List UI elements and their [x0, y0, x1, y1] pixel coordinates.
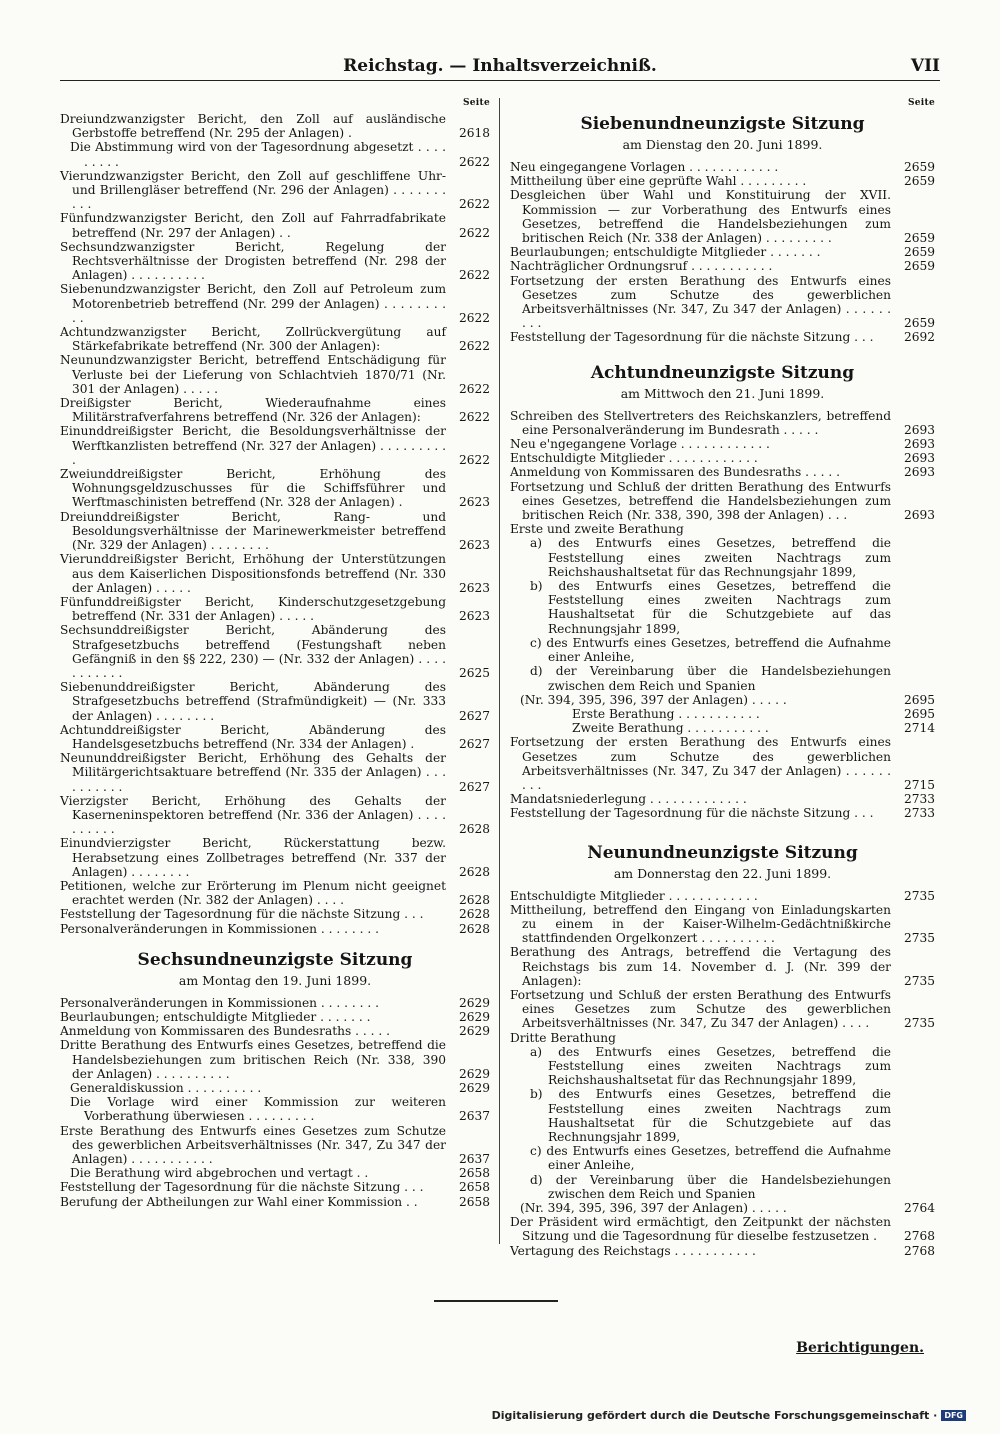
toc-entry	[510, 536, 935, 579]
toc-entry-text: Die Abstimmung wird von der Tagesordnung abgesetzt . . . . . . . . .	[70, 140, 446, 169]
toc-entry-text: Siebenunddreißigster Bericht, Abänderung des Strafgesetzbuchs betreffend (Strafmündigkeit) — (Nr. 333 der Anlagen) . . . . . . . .	[60, 680, 446, 723]
toc-entry	[60, 467, 490, 510]
session-96-date: am Montag den 19. Juni 1899.	[178, 972, 372, 988]
toc-entry-page: 2637	[458, 1152, 490, 1167]
toc-entry-text: Achtundzwanzigster Bericht, Zollrückvergütung auf Stärkefabrikate betreffend (Nr. 300 der Anlagen):	[60, 325, 446, 354]
toc-entry	[60, 169, 490, 212]
session-98-entries	[510, 409, 935, 821]
toc-entry-text: Desgleichen über Wahl und Konstituirung der XVII. Kommission — zur Vorberathung des Entwurfs eines Gesetzes, betreffend die Handelsbeziehungen zum britischen Reich (Nr. 338 der Anlagen) . . . . . . . . .	[510, 188, 891, 246]
toc-entry	[60, 922, 490, 936]
toc-entry	[60, 1195, 490, 1209]
toc-entry	[60, 1010, 490, 1024]
toc-entry-page: 2768	[903, 1229, 935, 1244]
toc-entry-text: Fortsetzung der ersten Berathung des Entwurfs eines Gesetzes zum Schutze des gewerblichen Arbeitsverhältnisses (Nr. 347, Zu 347 der Anlagen) . . . . . . . . .	[510, 735, 891, 792]
toc-entry-text: Fortsetzung der ersten Berathung des Entwurfs eines Gesetzes zum Schutze des gewerblichen Arbeitsverhältnisses (Nr. 347, Zu 347 der Anlagen) . . . . . . . . .	[510, 273, 891, 331]
toc-entry-text: Siebenundzwanzigster Bericht, den Zoll auf Petroleum zum Motorenbetrieb betreffend (Nr. 299 der Anlagen) . . . . . . . . . .	[60, 282, 446, 325]
toc-entry-page: 2622	[458, 381, 490, 396]
toc-entry	[510, 437, 935, 451]
page-title: Reichstag. — Inhaltsverzeichniß.	[343, 56, 657, 76]
toc-entry	[60, 1081, 490, 1095]
toc-entry-text: Erste und zweite Berathung	[510, 522, 684, 537]
toc-entry-text: Dreiunddreißigster Bericht, Rang- und Besoldungsverhältnisse der Marinewerkmeister betreffend (Nr. 329 der Anlagen) . . . . . . . .	[60, 509, 446, 553]
toc-entry	[510, 1045, 935, 1088]
toc-entry	[510, 579, 935, 636]
toc-entry-page: 2629	[458, 1024, 490, 1039]
toc-entry	[60, 240, 490, 283]
toc-entry-text: a) des Entwurfs eines Gesetzes, betreffend die Feststellung eines zweiten Nachtrags zum Reichshaushaltsetat für das Rechnungsjahr 1899,	[530, 536, 891, 579]
toc-entry-text: b) des Entwurfs eines Gesetzes, betreffend die Feststellung eines zweiten Nachtrags zum Haushaltsetat für die Schutzgebiete auf das Rechnungsjahr 1899,	[530, 1087, 891, 1144]
session-98-date: am Mittwoch den 21. Juni 1899.	[620, 385, 825, 401]
toc-entry-page: 2627	[458, 779, 490, 794]
toc-entry	[60, 879, 490, 907]
toc-entry-page: 2618	[458, 126, 490, 141]
toc-entry	[60, 623, 490, 680]
footer-text: Digitalisierung gefördert durch die Deutsche Forschungsgemeinschaft ·	[491, 1409, 938, 1422]
toc-entry-text: Beurlaubungen; entschuldigte Mitglieder . . . . . . .	[60, 1009, 371, 1024]
toc-entry-page: 2768	[903, 1243, 935, 1258]
toc-entry-page: 2693	[903, 451, 935, 466]
session-99-date: am Donnerstag den 22. Juni 1899.	[613, 865, 832, 881]
toc-entry-page: 2623	[458, 538, 490, 553]
toc-entry-page: 2693	[903, 437, 935, 452]
toc-entry-text: Neunundzwanzigster Bericht, betreffend Entschädigung für Verluste bei der Lieferung von Schlachtvieh 1870/71 (Nr. 301 der Anlagen) . . . . .	[60, 353, 446, 396]
session-96-title: Sechsundneunzigste Sitzung	[137, 949, 413, 970]
toc-entry-text: Dritte Berathung des Entwurfs eines Gesetzes, betreffend die Handelsbeziehungen zum britischen Reich (Nr. 338, 390 der Anlagen) . . . . . . . . . .	[60, 1038, 446, 1081]
toc-entry-page: 2628	[458, 921, 490, 936]
toc-entry	[60, 396, 490, 424]
toc-entry	[510, 1244, 935, 1258]
toc-entry-page: 2623	[458, 495, 490, 510]
toc-entry-text: d) der Vereinbarung über die Handelsbeziehungen zwischen dem Reich und Spanien	[530, 1172, 891, 1201]
toc-entry	[510, 274, 935, 331]
toc-entry-page: 2659	[903, 160, 935, 174]
toc-entry	[510, 1215, 935, 1243]
session-97-title: Siebenundneunzigste Sitzung	[580, 114, 865, 134]
toc-entry	[510, 480, 935, 523]
toc-entry-page: 2735	[903, 931, 935, 946]
toc-entry-text: Generaldiskussion . . . . . . . . . .	[70, 1081, 262, 1095]
toc-entry-text: Dreiundzwanzigster Bericht, den Zoll auf ausländische Gerbstoffe betreffend (Nr. 295 der Anlagen) .	[60, 112, 446, 141]
session-99-title: Neunundneunzigste Sitzung	[587, 842, 858, 863]
toc-entry-text: Vierzigster Bericht, Erhöhung des Gehalts der Kaserneninspektoren betreffend (Nr. 336 der Anlagen) . . . . . . . . . .	[60, 793, 446, 837]
toc-entry-text: Fortsetzung und Schluß der dritten Berathung des Entwurfs eines Gesetzes, betreffend die Handelsbeziehungen zum britischen Reich (Nr. 338, 390, 398 der Anlagen) . . .	[510, 479, 891, 523]
toc-entry-text: Neununddreißigster Bericht, Erhöhung des Gehalts der Militärgerichtsaktuare betreffend (Nr. 335 der Anlagen) . . . . . . . . . .	[60, 751, 446, 794]
toc-entry	[510, 693, 935, 707]
toc-entry-text: Personalveränderungen in Kommissionen . . . . . . . .	[60, 995, 379, 1010]
toc-entry-text: Personalveränderungen in Kommissionen . . . . . . . .	[60, 921, 379, 936]
toc-entry-text: Neu e'ngegangene Vorlage . . . . . . . . . . . .	[510, 437, 770, 452]
page-number: VII	[910, 56, 940, 76]
toc-entry	[60, 595, 490, 623]
dfg-logo: DFG	[941, 1410, 966, 1421]
toc-entry-text: Die Berathung wird abgebrochen und vertagt . .	[70, 1166, 369, 1181]
toc-entry	[60, 723, 490, 751]
toc-entry	[510, 1144, 935, 1172]
toc-entry-text: Vertagung des Reichstags . . . . . . . . . . .	[510, 1243, 756, 1258]
toc-entry	[510, 330, 935, 344]
toc-entry	[60, 510, 490, 553]
toc-entry	[510, 664, 935, 692]
toc-entry-page: 2637	[458, 1109, 490, 1124]
toc-entry-page: 2733	[903, 806, 935, 821]
toc-entry	[60, 211, 490, 239]
toc-entry-page: 2623	[458, 580, 490, 595]
toc-entry-page: 2695	[903, 706, 935, 721]
toc-entry-text: Dritte Berathung	[510, 1030, 616, 1045]
toc-entry	[510, 1201, 935, 1215]
toc-entry-page: 2692	[903, 330, 935, 345]
toc-entry	[510, 988, 935, 1031]
toc-entry-text: Neu eingegangene Vorlagen . . . . . . . . . . . .	[510, 160, 779, 174]
toc-entry	[60, 1166, 490, 1180]
toc-entry-page: 2658	[458, 1194, 490, 1209]
toc-entry-page: 2714	[903, 721, 935, 736]
toc-entry-text: Entschuldigte Mitglieder . . . . . . . . . . . .	[510, 451, 758, 466]
session-97-entries	[510, 160, 935, 345]
left-column	[60, 98, 490, 1209]
toc-entry-page: 2628	[458, 893, 490, 908]
toc-entry-page: 2735	[903, 1016, 935, 1031]
toc-entry-text: Feststellung der Tagesordnung für die nächste Sitzung . . .	[60, 907, 424, 922]
end-rule	[434, 1300, 558, 1302]
toc-entry	[510, 806, 935, 820]
toc-entry-page: 2764	[903, 1201, 935, 1215]
toc-entry-page: 2629	[458, 995, 490, 1010]
toc-entry	[510, 1087, 935, 1144]
footer	[492, 1409, 966, 1422]
toc-entry-page: 2629	[458, 1009, 490, 1024]
toc-entry	[510, 707, 935, 721]
toc-entry	[510, 1173, 935, 1201]
toc-entry	[510, 945, 935, 988]
toc-entry	[510, 903, 935, 946]
toc-entry-page: 2693	[903, 508, 935, 523]
toc-entry-page: 2715	[903, 777, 935, 792]
right-column	[510, 98, 935, 1258]
toc-entry	[60, 282, 490, 325]
toc-entry-text: Einundvierzigster Bericht, Rückerstattung bezw. Herabsetzung eines Zollbetrages betreffend (Nr. 337 der Anlagen) . . . . . . . .	[60, 836, 446, 879]
toc-entry-page: 2622	[458, 310, 490, 325]
session-96-entries	[60, 996, 490, 1209]
session-97-date: am Dienstag den 20. Juni 1899.	[622, 137, 823, 152]
toc-entry-page: 2693	[903, 465, 935, 480]
toc-entry-page: 2622	[458, 197, 490, 212]
toc-entry-text: Fünfundzwanzigster Bericht, den Zoll auf Fahrradfabrikate betreffend (Nr. 297 der Anlagen) . .	[60, 211, 446, 240]
toc-entry-text: b) des Entwurfs eines Gesetzes, betreffend die Feststellung eines zweiten Nachtrags zum Haushaltsetat für die Schutzgebiete auf das Rechnungsjahr 1899,	[530, 579, 891, 636]
toc-entry-page: 2695	[903, 692, 935, 707]
toc-entry-page: 2625	[458, 665, 490, 680]
toc-entry-text: Feststellung der Tagesordnung für die nächste Sitzung . . .	[510, 330, 874, 345]
toc-entry	[510, 174, 935, 188]
toc-entry-page: 2659	[903, 316, 935, 331]
toc-entry	[510, 792, 935, 806]
toc-entry-text: Feststellung der Tagesordnung für die nächste Sitzung . . .	[60, 1180, 424, 1195]
toc-entry-text: c) des Entwurfs eines Gesetzes, betreffend die Aufnahme einer Anleihe,	[530, 1144, 891, 1173]
toc-entry-text: c) des Entwurfs eines Gesetzes, betreffend die Aufnahme einer Anleihe,	[530, 635, 891, 665]
toc-entry	[510, 1031, 935, 1045]
toc-entry	[60, 794, 490, 837]
toc-entry-text: Die Vorlage wird einer Kommission zur weiteren Vorberathung überwiesen . . . . . . . . .	[70, 1095, 446, 1124]
toc-entry	[60, 751, 490, 794]
toc-entry-text: Mittheilung, betreffend den Eingang von Einladungskarten zu einem in der Kaiser-Wilhelm-Gedächtnißkirche stattfindenden Orgelkonzert . . . . . . . . . .	[510, 902, 891, 946]
session-99-entries	[510, 889, 935, 1258]
page-header	[60, 56, 940, 82]
toc-entry-page: 2623	[458, 609, 490, 624]
toc-entry-text: Erste Berathung des Entwurfs eines Gesetzes zum Schutze des gewerblichen Arbeitsverhältnisses (Nr. 347, Zu 347 der Anlagen) . . . . . . . . . . .	[60, 1123, 446, 1167]
toc-entry-page: 2622	[458, 154, 490, 169]
toc-entry	[60, 112, 490, 140]
toc-entry	[510, 522, 935, 536]
toc-entry-text: Petitionen, welche zur Erörterung im Plenum nicht geeignet erachtet werden (Nr. 382 der Anlagen) . . . .	[60, 878, 446, 908]
toc-entry	[60, 1124, 490, 1167]
toc-entry-text: Feststellung der Tagesordnung für die nächste Sitzung . . .	[510, 806, 874, 821]
toc-entry-text: Sechsunddreißigster Bericht, Abänderung des Strafgesetzbuchs betreffend (Festungshaft neben Gefängniß in den §§ 222, 230) — (Nr. 332 der Anlagen) . . . . . . . . . . .	[60, 623, 446, 680]
berichtigungen-heading: Berichtigungen.	[796, 1340, 924, 1356]
toc-entry-page: 2659	[903, 259, 935, 274]
toc-entry	[60, 996, 490, 1010]
toc-entry-text: Anmeldung von Kommissaren des Bundesraths . . . . .	[60, 1024, 391, 1039]
toc-entry-text: Fortsetzung und Schluß der ersten Berathung des Entwurfs eines Gesetzes zum Schutze des gewerblichen Arbeitsverhältnisses (Nr. 347, Zu 347 der Anlagen) . . . .	[510, 987, 891, 1031]
toc-entry-text: Erste Berathung . . . . . . . . . . .	[572, 706, 760, 721]
header-rule	[60, 80, 940, 81]
toc-entry	[60, 680, 490, 723]
toc-entry-text: Der Präsident wird ermächtigt, den Zeitpunkt der nächsten Sitzung und die Tagesordnung für dieselbe festzusetzen .	[510, 1215, 891, 1244]
toc-entry-text: Mandatsniederlegung . . . . . . . . . . . . .	[510, 792, 747, 807]
toc-entry-text: Berathung des Antrags, betreffend die Vertagung des Reichstags bis zum 14. November d. J. (Nr. 399 der Anlagen):	[510, 945, 891, 988]
toc-entry-page: 2629	[458, 1066, 490, 1081]
seite-label-right: Seite	[907, 98, 935, 108]
toc-entry	[510, 160, 935, 174]
toc-entry	[60, 1024, 490, 1038]
toc-entry	[510, 259, 935, 273]
toc-entry	[60, 907, 490, 921]
toc-entry-page: 2622	[458, 225, 490, 240]
toc-entry-text: Nachträglicher Ordnungsruf . . . . . . . . . . .	[510, 259, 773, 274]
toc-entry-text: Anmeldung von Kommissaren des Bundesraths . . . . .	[510, 465, 841, 480]
toc-entry	[60, 140, 490, 168]
toc-entry-text: Dreißigster Bericht, Wiederaufnahme eines Militärstrafverfahrens betreffend (Nr. 326 der Anlagen):	[60, 396, 446, 425]
toc-entry-page: 2658	[458, 1180, 490, 1195]
toc-entry-text: Beurlaubungen; entschuldigte Mitglieder . . . . . . .	[510, 245, 821, 260]
column-divider	[499, 98, 500, 1244]
toc-entry	[510, 721, 935, 735]
toc-entry-text: Entschuldigte Mitglieder . . . . . . . . . . . .	[510, 888, 758, 903]
toc-entry-page: 2659	[903, 245, 935, 260]
toc-entry	[60, 836, 490, 879]
toc-entry	[510, 465, 935, 479]
toc-entry-text: Fünfunddreißigster Bericht, Kinderschutzgesetzgebung betreffend (Nr. 331 der Anlagen) . . . . .	[60, 594, 446, 624]
toc-entry-page: 2735	[903, 973, 935, 988]
toc-entry-text: Einunddreißigster Bericht, die Besoldungsverhältnisse der Werftkanzlisten betreffend (Nr. 327 der Anlagen) . . . . . . . . . .	[60, 424, 446, 467]
toc-entry-text: Zweiunddreißigster Bericht, Erhöhung des Wohnungsgeldzuschusses für die Schiffsführer und Werftmaschinisten betreffend (Nr. 328 der Anlagen) .	[60, 467, 446, 510]
toc-entry-text: Schreiben des Stellvertreters des Reichskanzlers, betreffend eine Personalveränderung im Bundesrath . . . . .	[510, 408, 891, 437]
toc-entry-page: 2622	[458, 339, 490, 354]
toc-entry	[510, 245, 935, 259]
toc-entry	[60, 353, 490, 396]
toc-entry	[60, 1038, 490, 1081]
toc-entry-page: 2733	[903, 792, 935, 807]
seite-label-left: Seite	[462, 98, 490, 108]
toc-entry-text: Zweite Berathung . . . . . . . . . . .	[572, 721, 769, 736]
toc-entry-page: 2659	[903, 231, 935, 246]
toc-entry-page: 2628	[458, 822, 490, 837]
toc-entry	[60, 424, 490, 467]
toc-entry-text: Vierunddreißigster Bericht, Erhöhung der Unterstützungen aus dem Kaiserlichen Dispositionsfonds betreffend (Nr. 330 der Anlagen) . . . . .	[60, 552, 446, 595]
toc-entry-page: 2622	[458, 410, 490, 425]
toc-entry-page: 2627	[458, 708, 490, 723]
toc-entry	[510, 636, 935, 664]
toc-entry	[510, 735, 935, 792]
toc-entry-text: (Nr. 394, 395, 396, 397 der Anlagen) . . . . .	[520, 692, 787, 707]
toc-entry-text: Mittheilung über eine geprüfte Wahl . . . . . . . . .	[510, 174, 807, 189]
toc-entry	[60, 1180, 490, 1194]
toc-entry	[510, 889, 935, 903]
toc-entry-page: 2622	[458, 452, 490, 467]
toc-entry	[60, 552, 490, 595]
toc-entry-text: Achtunddreißigster Bericht, Abänderung des Handelsgesetzbuchs betreffend (Nr. 334 der Anlagen) .	[60, 722, 446, 751]
toc-entry-page: 2693	[903, 422, 935, 437]
toc-entry-page: 2659	[903, 174, 935, 189]
toc-entry-page: 2658	[458, 1166, 490, 1181]
session-98-title: Achtundneunzigste Sitzung	[590, 362, 855, 383]
toc-entry	[510, 409, 935, 437]
toc-entry-page: 2622	[458, 268, 490, 283]
toc-entry-text: Vierundzwanzigster Bericht, den Zoll auf geschliffene Uhr- und Brillengläser betreffend (Nr. 296 der Anlagen) . . . . . . . . . .	[60, 168, 446, 212]
toc-entry-text: Berufung der Abtheilungen zur Wahl einer Kommission . .	[60, 1194, 418, 1209]
left-entries	[60, 112, 490, 936]
toc-entry	[60, 325, 490, 353]
toc-entry-page: 2628	[458, 907, 490, 922]
toc-entry	[510, 451, 935, 465]
toc-entry-page: 2735	[903, 888, 935, 903]
toc-entry-text: a) des Entwurfs eines Gesetzes, betreffend die Feststellung eines zweiten Nachtrags zum Reichshaushaltsetat für das Rechnungsjahr 1899,	[530, 1044, 891, 1088]
toc-entry-page: 2629	[458, 1081, 490, 1095]
toc-entry-text: Sechsundzwanzigster Bericht, Regelung der Rechtsverhältnisse der Drogisten betreffend (Nr. 298 der Anlagen) . . . . . . . . . .	[60, 239, 446, 283]
toc-entry	[510, 188, 935, 245]
toc-entry-page: 2627	[458, 736, 490, 751]
toc-entry-text: (Nr. 394, 395, 396, 397 der Anlagen) . . . . .	[520, 1201, 787, 1215]
toc-entry-page: 2628	[458, 864, 490, 879]
toc-entry	[60, 1095, 490, 1123]
toc-entry-text: d) der Vereinbarung über die Handelsbeziehungen zwischen dem Reich und Spanien	[530, 664, 891, 693]
